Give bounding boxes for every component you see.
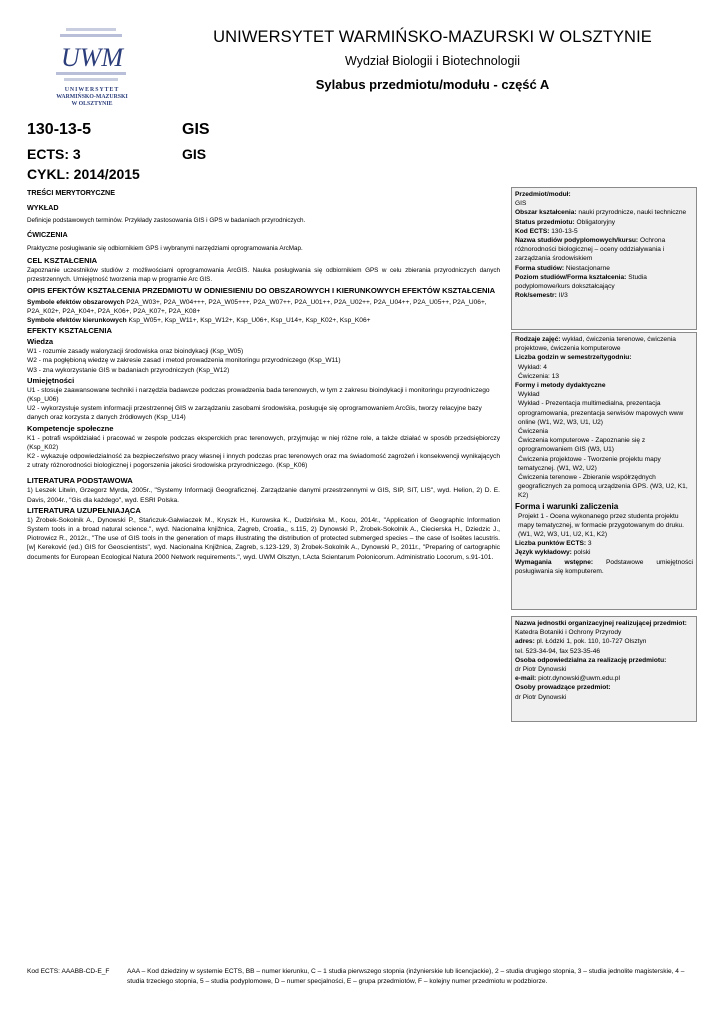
direction-field (515, 236, 693, 264)
area-value: nauki przyrodnicze, nauki techniczne (576, 209, 687, 217)
form-value: Niestacjonarne (564, 264, 610, 272)
methods-label: Formy i metody dydaktyczne (515, 382, 606, 390)
classes-label: Rodzaje zajęć: (515, 336, 561, 343)
level-value: Studia podyplomowe/kurs dokształcający (515, 273, 647, 291)
skills-item: U1 - stosuje zaawansowane techniki i narzędzia badawcze podczas prowadzenia bada terenowych, w tym z zakresu bioindykacji i monitoringu przyrodniczego (Ksp_U06) (27, 386, 490, 404)
svg-text:UWM: UWM (60, 43, 124, 72)
logo-text-line-1: UNIWERSYTET (64, 87, 120, 93)
skills-heading: Umiejętności (27, 375, 75, 385)
language-label: Język wykładowy: (515, 549, 572, 557)
area-label: Obszar kształcenia: (515, 209, 577, 217)
address-value: pl. Łódzki 1, pok. 110, 10-727 Olsztyn (534, 638, 647, 646)
teaching-info-box (511, 332, 697, 610)
methods-exercise-field: Ćwiczenia terenowe - Zbieranie współrzędnych geograficznych za pomocą urządzenia GPS. (W3, U2, K1, K2) (518, 474, 688, 500)
course-name: GIS (182, 121, 210, 138)
field-symbols (27, 316, 500, 325)
assessment-value: Projekt 1 - Ocena wykonanego przez studenta projektu mapy tematycznej, w formacie przygotowanym do druku. (W1, W2, W3, U1, U2, K1, K2) (518, 512, 685, 539)
hours-lecture: Wykład: 4 (518, 363, 547, 371)
level-field (515, 273, 693, 291)
goal-heading: CEL KSZTAŁCENIA (27, 255, 98, 265)
assessment-label: Forma i warunki zaliczenia (515, 501, 619, 511)
faculty-name: Wydział Biologii i Biotechnologii (345, 54, 520, 68)
knowledge-item: W2 - ma pogłębioną wiedzę w zakresie zasad i metod prowadzenia monitoringu przyrodniczego (Ksp_W11) (27, 357, 341, 365)
university-logo (46, 26, 138, 124)
classes-value: wykład, ćwiczenia terenowe, ćwiczenia projektowe, ćwiczenia komputerowe (515, 336, 676, 353)
unit-info-box (511, 616, 697, 722)
outcomes-heading: OPIS EFEKTÓW KSZTAŁCENIA PRZEDMIOTU W ODNIESIENIU DO OBSZAROWYCH I KIERUNKOWYCH EFEKTÓW KSZTAŁCENIA (27, 285, 496, 295)
basic-literature-heading: LITERATURA PODSTAWOWA (27, 476, 133, 486)
level-label: Poziom studiów/Forma kształcenia: (515, 273, 627, 281)
responsible-label: Osoba odpowiedzialna za realizację przedmiotu: (515, 656, 667, 664)
logo-text-line-3: W OLSZTYNIE (71, 101, 113, 107)
course-code: 130-13-5 (27, 121, 92, 138)
teachers-value: dr Piotr Dynowski (515, 693, 567, 701)
year-value: II/3 (556, 292, 568, 300)
year-field (515, 291, 693, 300)
methods-exercises-heading: Ćwiczenia (518, 428, 549, 436)
extra-literature-heading: LITERATURA UZUPEŁNIAJĄCA (27, 505, 141, 515)
basic-literature-text: 1) Leszek Litwin, Grzegorz Myrda, 2005r., "Systemy Informacji Geograficznej. Zarządzanie danymi przestrzennymi w GIS, SIP, SIT, LIS", wyd. Helion, 2) D. E. Davis, 2004r., "Gis dla każdego", wyd. ESRI Polska. (27, 487, 500, 504)
status-field (515, 218, 693, 227)
direction-label: Nazwa studiów podyplomowych/kursu: (515, 237, 639, 245)
methods-lecture: Wykład - Prezentacja multimedialna, prezentacja oprogramowania, prezentacja serwisów mapowych www online (W1, W2, W3, U1, U2) (518, 400, 684, 426)
competences-heading: Kompetencje społeczne (27, 423, 114, 433)
address-field (515, 637, 693, 646)
skills-item: U2 - wykorzystuje system informacji przestrzennej GIS w zarządzaniu zasobami środowiska, posługuje się oprogramowaniem ArcGis, tworzy relacyjne bazy danych oraz korzysta z danych źródłowych (Ksp_U14) (27, 405, 482, 422)
knowledge-heading: Wiedza (27, 337, 54, 347)
hours-label: Liczba godzin w semestrze/tygodniu: (515, 354, 632, 362)
email-label: e-mail: (515, 675, 537, 683)
requirements-label: Wymagania wstępne: (515, 558, 594, 566)
footer-code: Kod ECTS: AAABB-CD-E_F (27, 968, 110, 975)
direction-value: Ochrona różnorodności biologicznej – oceny oddziaływania i zarządzania środowiskiem (515, 237, 666, 263)
knowledge-item: W1 - rozumie zasady waloryzacji środowiska oraz bioindykacji (Ksp_W05) (27, 348, 244, 356)
course-cycle: CYKL: 2014/2015 (27, 166, 140, 182)
exercises-text: Praktyczne posługiwanie się odbiornikiem GPS i wybranymi narzędziami oprogramowania ArcMap. (27, 244, 303, 252)
requirements-field (515, 558, 693, 576)
exercises-heading: ĆWICZENIA (27, 230, 68, 240)
content-section-title: TREŚCI MERYTORYCZNE (27, 188, 115, 197)
ects-code-value: 130-13-5 (549, 227, 578, 235)
logo-text-line-2: WARMIŃSKO-MAZURSKI (56, 94, 128, 100)
course-ects: ECTS: 3 (27, 146, 81, 162)
year-label: Rok/semestr: (515, 292, 557, 300)
status-label: Status przedmiotu: (515, 218, 575, 226)
goal-text: Zapoznanie uczestników studiów z możliwościami oprogramowania ArcGIS. Nauka posługiwania się odbiornikiem GPS w celu zbierania przyrodniczych danych przestrzennych. Umiejętność tworzenia map w programie Arc GIS. (27, 266, 500, 283)
footer-description: AAA – Kod dziedziny w systemie ECTS, BB – numer kierunku, C – 1 studia pierwszego stopnia (inżynierskie lub licencjackie), 2 – studia drugiego stopnia, 3 – studia jednolite magisterskie, 4 – studia trzeciego stopnia, 5 – studia podyplomowe, D – numer specjalności, E – grupa przedmiotów, F – kolejny numer przedmiotu w podzbiorze. (127, 968, 685, 985)
methods-lecture-heading: Wykład (518, 391, 540, 399)
area-symbols (27, 298, 500, 316)
email-field (515, 674, 693, 683)
ects-points-label: Liczba punktów ECTS: (515, 540, 587, 548)
responsible-value: dr Piotr Dynowski (515, 666, 567, 674)
module-value: GIS (515, 200, 527, 208)
syllabus-content (27, 188, 500, 562)
competences-item: K1 - potrafi współdziałać i pracować w zespole podczas eksperckich prac terenowych, przyjmując w niej różne role, a także działać w sposób przedsiębiorczy (Ksp_K02) (27, 434, 500, 451)
methods-exercise-project: Ćwiczenia projektowe - Tworzenie projektu mapy tematycznej. (W1, W2, U2) (518, 455, 661, 472)
area-symbols-value: P2A_W03+, P2A_W04+++, P2A_W05+++, P2A_W07++, P2A_U01++, P2A_U02++, P2A_U04++, P2A_U05++, P2A_U06+, P2A_K02+, P2A_K04+, P2A_K06+, P2A_K07+, P2A_K08+ (27, 298, 487, 315)
teachers-label: Osoby prowadzące przedmiot: (515, 684, 611, 692)
uwm-logo-icon (46, 26, 138, 86)
ects-points-value: 3 (586, 540, 592, 548)
module-label: Przedmiot/moduł: (515, 191, 571, 198)
extra-literature-text: 1) Żrobek-Sokolnik A., Dynowski P., Stańczuk-Gałwiaczek M., Kryszk H., Kurowska K., Dudzińska M., Kocu, 2014r., "Application of Geographic Information System tools in a broad natural science.", wyd. Nacionalna knjižnica, Zagreb, Croatia,, s.115, 2) Dynowski P., Żrobek-Sokolnik A., Ciecierska H., Dziedzic J., Piotrowicz R., 2012r., "The use of GIS tools in the generation of maps illustrating the distribution of protected submerged species – the case of Isoëtes lacustris. [w] Kereković (ed.) GIS for Geoscientists", wyd. Nacionalna Knjižnica, Zagreb, s.123-129, 3) Żrobek-Sokolnik A., Dynowski P., 2011r., "Preparing of cartographic documents for European Ecological Natura 2000 Network requirements.", wyd. UWM Olsztyn, t.Acta Scientarum Polonicorum. Administratio Locorum, s.91-101. (27, 516, 500, 561)
ects-code-field (515, 227, 693, 236)
document-title: Sylabus przedmiotu/modułu - część A (315, 77, 550, 92)
phone: tel. 523-34-94, fax 523-35-46 (515, 647, 601, 655)
status-value: Obligatoryjny (574, 218, 616, 226)
field-symbols-value: Ksp_W05+, Ksp_W11+, Ksp_W12+, Ksp_U06+, Ksp_U14+, Ksp_K02+, Ksp_K06+ (126, 317, 371, 325)
effects-heading: EFEKTY KSZTAŁCENIA (27, 326, 112, 336)
lecture-heading: WYKŁAD (27, 203, 59, 213)
unit-value: Katedra Botaniki i Ochrony Przyrody (515, 629, 622, 637)
ects-points-field (515, 539, 693, 548)
form-field (515, 264, 693, 273)
hours-exercises: Ćwiczenia: 13 (518, 372, 560, 380)
form-label: Forma studiów: (515, 264, 565, 272)
requirements-value: Podstawowe umiejętności posługiwania się komputerem. (515, 558, 694, 575)
university-name: UNIWERSYTET WARMIŃSKO-MAZURSKI W OLSZTYNIE (213, 28, 652, 46)
methods-exercise-computer: Ćwiczenia komputerowe - Zapoznanie się z oprogramowaniem GIS (W3, U1) (518, 437, 646, 454)
area-symbols-label: Symbole efektów obszarowych (27, 298, 125, 306)
field-symbols-label: Symbole efektów kierunkowych (27, 317, 127, 325)
email-value[interactable]: piotr.dynowski@uwm.edu.pl (536, 675, 620, 683)
lecture-text: Definicje podstawowych terminów. Przykłady zastosowania GIS i GPS w badaniach przyrodniczych. (27, 217, 306, 225)
course-name-secondary: GIS (182, 146, 207, 162)
address-label: adres: (515, 638, 535, 646)
classes-field (515, 335, 693, 353)
unit-label: Nazwa jednostki organizacyjnej realizującej przedmiot: (515, 620, 687, 627)
competences-item: K2 - wykazuje odpowiedzialność za bezpieczeństwo pracy własnej i innych podczas prac terenowych oraz ma świadomość zagrożeń i konsekwencji wynikających z utraty różnorodności biologicznej i pogorszenia jakości środowiska przyrodniczego. (Ksp_K06) (27, 453, 500, 470)
ects-code-label: Kod ECTS: (515, 227, 550, 235)
language-field (515, 548, 693, 557)
area-field (515, 208, 693, 217)
knowledge-item: W3 - zna wykorzystanie GIS w badaniach przyrodniczych (Ksp_W12) (27, 366, 230, 374)
language-value: polski (571, 549, 591, 557)
course-info-box (511, 187, 697, 330)
